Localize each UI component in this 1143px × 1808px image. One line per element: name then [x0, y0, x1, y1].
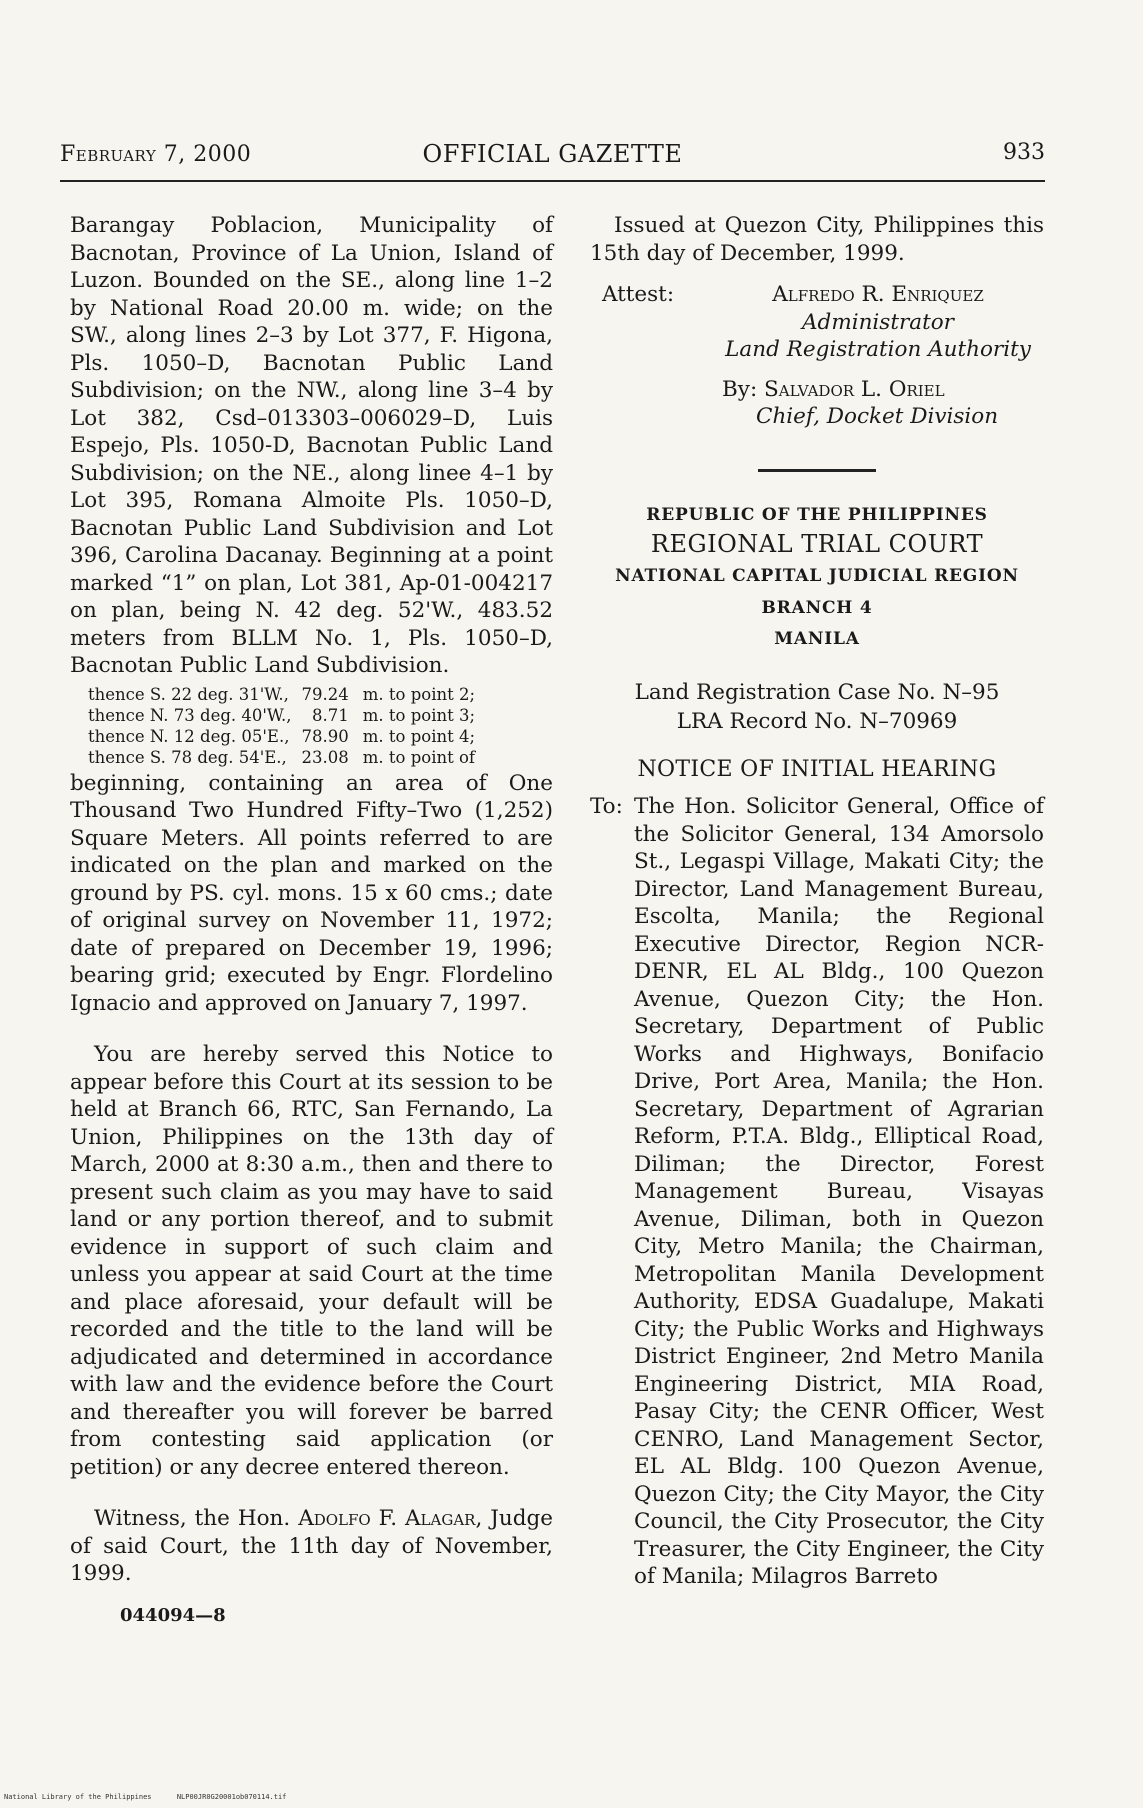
course-distance: 78.90: [301, 726, 349, 746]
scan-filename: NLP00JR0G20001ob070114.tif: [176, 1793, 287, 1801]
issue-date: February 7, 2000: [60, 142, 252, 167]
republic-heading: REPUBLIC OF THE PHILIPPINES: [646, 504, 988, 525]
property-description: Barangay Poblacion, Municipality of Bacnotan, Province of La Union, Island of Luzon. Bounded on the SE., along line 1–2 by National Road 20.00 m. wide; on the SW., along lines 2–3 by Lot 377, F. Higona, Pls. 1050–D, Bacnotan Public Land Subdivision; on the NW., along line 3–4 by Lot 382, Csd–013303–006029–D, Luis Espejo, Pls. 1050-D, Bacnotan Public Land Subdivision; on the NE., along linee 4–1 by Lot 395, Romana Almoite Pls. 1050–D, Bacnotan Public Land Subdivision and Lot 396, Carolina Dacanay. Beginning at a point marked “1” on plan, Lot 381, Ap-01-004217 on plan, being N. 42 deg. 52'W., 483.52 meters from BLLM No. 1, Pls. 1050–D, Bacnotan Public Land Subdivision.: [70, 213, 553, 678]
by-label: By:: [722, 376, 758, 402]
table-row: [88, 684, 485, 705]
notice-title: NOTICE OF INITIAL HEARING: [637, 756, 997, 782]
area-description: beginning, containing an area of One Thousand Two Hundred Fifty–Two (1,252) Square Meters. All points referred to are indicated on the plan and marked on the ground by PS. cyl. mons. 15 x 60 cms.; date of original survey on November 11, 1972; date of prepared on December 19, 1996; bearing grid; executed by Engr. Flordelino Ignacio and approved on January 7, 1997.: [70, 770, 553, 1016]
publication-title: OFFICIAL GAZETTE: [422, 140, 683, 168]
course-distance: 23.08: [301, 747, 349, 767]
judge-name: Adolfo F. Alagar,: [298, 1506, 483, 1531]
addressees: [590, 793, 1044, 1591]
summons-paragraph: You are hereby served this Notice to appear before this Court at its session to be held at Branch 66, RTC, San Fernando, La Union, Philippines on the 13th day of March, 2000 at 8:30 a.m., then and there to present such claim as you may have to said land or any portion thereof, and to submit evidence in support of such claim and unless you appear at said Court at the time and place aforesaid, your default will be recorded and the title to the land will be adjudicated and determined in accordance with law and the evidence before the Court and thereafter you will forever be barred from contesting said application (or petition) or any decree entered thereon.: [70, 1042, 553, 1480]
course-endpoint: m. to point 3;: [362, 705, 476, 725]
course-endpoint: m. to point of: [362, 747, 476, 767]
course-bearing: thence N. 12 deg. 05'E.,: [88, 726, 290, 746]
attest-title: Administrator: [802, 309, 954, 335]
witness-suffix: Judge of said Court, the 11th day of November, 1999.: [70, 1506, 553, 1586]
right-column: [590, 212, 1044, 1591]
signatory-block: [722, 376, 1044, 431]
attest-agency: Land Registration Authority: [725, 337, 1031, 362]
case-number: Land Registration Case No. N–95: [634, 679, 1000, 705]
issued-statement: Issued at Quezon City, Philippines this 15th day of December, 1999.: [590, 213, 1044, 266]
page-header: [60, 142, 1045, 172]
course-bearing: thence S. 78 deg. 54'E.,: [88, 747, 287, 767]
course-bearing: thence N. 73 deg. 40'W.,: [88, 705, 292, 725]
notice-code: 044094—8: [120, 1604, 226, 1626]
attest-label: Attest:: [602, 282, 675, 307]
signatory-title: Chief, Docket Division: [756, 404, 999, 429]
region-heading: NATIONAL CAPITAL JUDICIAL REGION: [615, 566, 1019, 586]
attest-name: Alfredo R. Enriquez: [772, 282, 984, 307]
to-label: To:: [590, 794, 623, 819]
addressee-list: The Hon. Solicitor General, Office of the Solicitor General, 134 Amorsolo St., Legaspi Village, Makati City; the Director, Land Management Bureau, Escolta, Manila; the Regional Executive Director, Region NCR-DENR, EL AL Bldg., 100 Quezon Avenue, Quezon City; the Hon. Secretary, Department of Public Works and Highways, Bonifacio Drive, Port Area, Manila; the Hon. Secretary, Department of Agrarian Reform, P.T.A. Bldg., Elliptical Road, Diliman; the Director, Forest Management Bureau, Visayas Avenue, Diliman, both in Quezon City, Metro Manila; the Chairman, Metropolitan Manila Development Authority, EDSA Guadalupe, Makati City; the Public Works and Highways District Engineer, 2nd Metro Manila Engineering District, MIA Road, Pasay City; the CENR Officer, West CENRO, Land Management Sector, EL AL Bldg. 100 Quezon Avenue, Quezon City; the City Mayor, the City Council, the City Prosecutor, the City Treasurer, the City Engineer, the City of Manila; Milagros Barreto: [634, 794, 1044, 1589]
header-rule: [60, 180, 1045, 182]
signatory-name: Salvador L. Oriel: [764, 376, 945, 402]
scan-label: National Library of the Philippines: [4, 1793, 152, 1801]
witness-prefix: Witness, the Hon.: [94, 1506, 291, 1531]
table-row: [88, 705, 485, 726]
city-heading: MANILA: [774, 629, 860, 649]
table-row: [88, 747, 485, 768]
branch-heading: BRANCH 4: [761, 597, 873, 618]
course-endpoint: m. to point 4;: [362, 726, 476, 746]
course-distance: 8.71: [312, 705, 349, 725]
course-distance: 79.24: [301, 684, 349, 704]
witness-paragraph: [70, 1505, 553, 1588]
attest-block: [590, 281, 1044, 364]
lra-record-number: LRA Record No. N–70969: [676, 708, 958, 734]
page-number: 933: [1003, 140, 1045, 165]
scan-footer: [4, 1793, 286, 1801]
survey-courses-table: [88, 684, 485, 768]
course-bearing: thence S. 22 deg. 31'W.,: [88, 684, 289, 704]
court-heading: REGIONAL TRIAL COURT: [650, 530, 984, 558]
table-row: [88, 726, 485, 747]
course-endpoint: m. to point 2;: [362, 684, 476, 704]
left-column: [70, 212, 553, 1629]
case-numbers: [590, 678, 1044, 736]
section-divider: [758, 469, 876, 472]
